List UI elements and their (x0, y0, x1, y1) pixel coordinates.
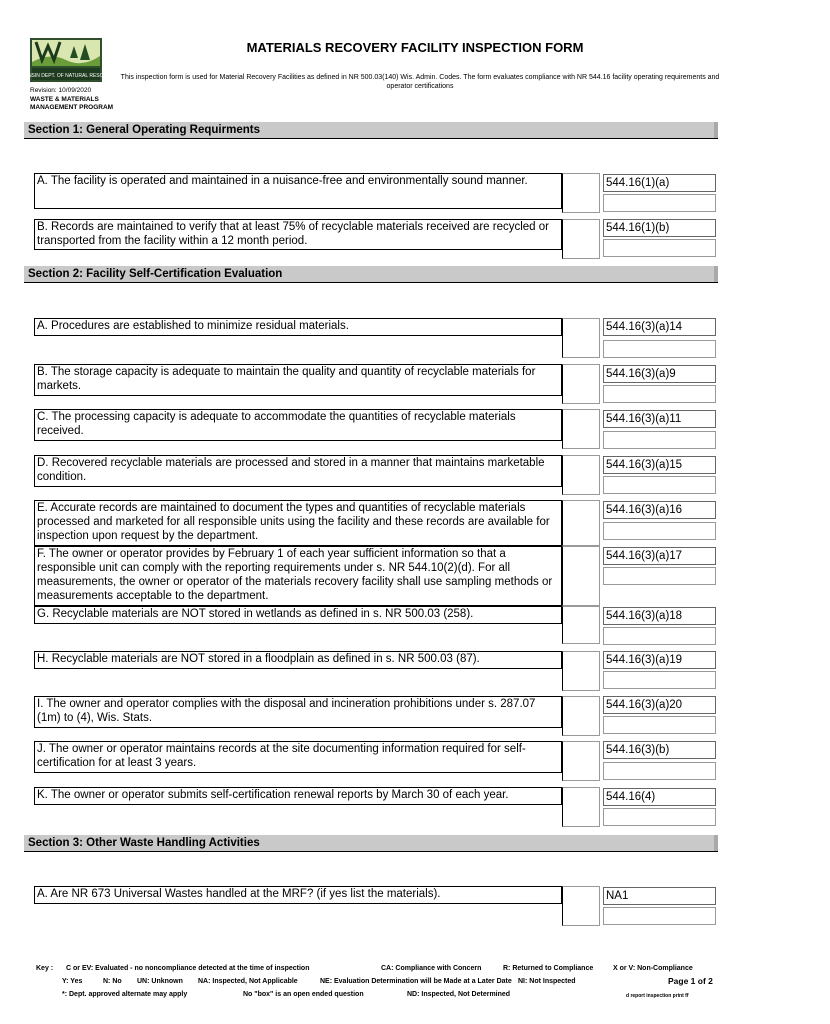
code-field[interactable] (603, 907, 716, 925)
question-text: A. The facility is operated and maintained in a nuisance-free and environmentally sound manner. (34, 173, 562, 209)
form-description: This inspection form is used for Material Recovery Facilities as defined in NR 500.03(140) Wis. Admin. Codes. The form evaluates compliance with NR 544.16 facility operating requirements and operator certifications (120, 74, 720, 90)
compliance-box[interactable] (562, 696, 600, 736)
key-not-applicable: NA: Inspected, Not Applicable (198, 978, 298, 985)
key-unknown: UN: Unknown (137, 978, 183, 985)
code-field[interactable] (603, 476, 716, 494)
code-reference: 544.16(1)(b) (603, 219, 716, 237)
compliance-box[interactable] (562, 546, 600, 606)
code-reference: 544.16(1)(a) (603, 174, 716, 192)
question-text: F. The owner or operator provides by February 1 of each year sufficient information so that a responsible unit can comply with the reporting requirements under s. NR 544.10(2)(d). For all measurements, the owner or operator of the materials recovery facility shall use sampling methods or measurements acceptable to the department. (34, 546, 562, 606)
code-reference: 544.16(3)(a)17 (603, 547, 716, 565)
code-field[interactable] (603, 385, 716, 403)
compliance-box[interactable] (562, 409, 600, 449)
compliance-box[interactable] (562, 606, 600, 644)
compliance-box[interactable] (562, 886, 600, 926)
code-field[interactable] (603, 431, 716, 449)
key-noncompliance: X or V: Non-Compliance (613, 965, 693, 972)
key-returned: R: Returned to Compliance (503, 965, 594, 972)
code-field[interactable] (603, 194, 716, 212)
compliance-box[interactable] (562, 318, 600, 358)
code-reference: 544.16(3)(a)15 (603, 456, 716, 474)
section-3-header: Section 3: Other Waste Handling Activities (24, 835, 718, 851)
compliance-box[interactable] (562, 651, 600, 691)
question-text: B. The storage capacity is adequate to maintain the quality and quantity of recyclable materials for markets. (34, 364, 562, 396)
question-text: B. Records are maintained to verify that at least 75% of recyclable materials received are recycled or transported from the facility within a 12 month period. (34, 219, 562, 250)
section-1-header: Section 1: General Operating Requirments (24, 122, 718, 138)
code-field[interactable] (603, 567, 716, 585)
code-reference: 544.16(3)(a)11 (603, 410, 716, 428)
code-reference: 544.16(3)(a)14 (603, 318, 716, 336)
key-open-ended: No "box" is an open ended question (243, 991, 364, 998)
page-title: MATERIALS RECOVERY FACILITY INSPECTION FORM (246, 40, 584, 55)
print-note: d report inspection print ff (626, 993, 689, 999)
code-field[interactable] (603, 808, 716, 826)
compliance-box[interactable] (562, 364, 600, 404)
logo-text: WISCONSIN DEPT. OF NATURAL RESOURCES (10, 73, 122, 79)
key-evaluated: C or EV: Evaluated - no noncompliance detected at the time of inspection (66, 965, 310, 972)
code-reference: 544.16(3)(a)18 (603, 607, 716, 625)
question-text: E. Accurate records are maintained to document the types and quantities of recyclable materials processed and marketed for all responsible units using the facility and these records are available for inspection upon request by the department. (34, 500, 562, 546)
code-field[interactable] (603, 340, 716, 358)
section-divider (24, 282, 718, 283)
question-text: H. Recyclable materials are NOT stored in a floodplain as defined in s. NR 500.03 (87). (34, 651, 562, 669)
code-field[interactable] (603, 716, 716, 734)
code-reference: 544.16(3)(a)16 (603, 501, 716, 519)
question-text: A. Procedures are established to minimize residual materials. (34, 318, 562, 336)
section-divider (24, 138, 718, 139)
compliance-box[interactable] (562, 500, 600, 546)
revision-date: Revision: 10/09/2020 (30, 87, 92, 94)
key-label: Key : (36, 965, 54, 972)
code-field[interactable] (603, 671, 716, 689)
key-alternate: *: Dept. approved alternate may apply (62, 991, 188, 998)
page-number: Page 1 of 2 (668, 976, 713, 986)
compliance-box[interactable] (562, 173, 600, 213)
question-text: A. Are NR 673 Universal Wastes handled at the MRF? (if yes list the materials). (34, 886, 562, 904)
section-divider (24, 851, 718, 852)
code-reference: 544.16(3)(a)9 (603, 365, 716, 383)
key-compliance-concern: CA: Compliance with Concern (381, 965, 482, 972)
code-reference: NA1 (603, 887, 716, 905)
code-reference: 544.16(3)(a)19 (603, 651, 716, 669)
question-text: G. Recyclable materials are NOT stored in wetlands as defined in s. NR 500.03 (258). (34, 606, 562, 624)
key-not-inspected: NI: Not Inspected (518, 978, 576, 985)
code-field[interactable] (603, 627, 716, 645)
question-text: J. The owner or operator maintains records at the site documenting information required for self-certification for at least 3 years. (34, 741, 562, 773)
section-2-header: Section 2: Facility Self-Certification Evaluation (24, 266, 718, 282)
program-name: WASTE & MATERIALS MANAGEMENT PROGRAM (30, 96, 114, 111)
compliance-box[interactable] (562, 741, 600, 781)
code-field[interactable] (603, 522, 716, 540)
code-reference: 544.16(3)(b) (603, 741, 716, 759)
question-text: K. The owner or operator submits self-certification renewal reports by March 30 of each year. (34, 787, 562, 805)
question-text: C. The processing capacity is adequate to accommodate the quantities of recyclable materials received. (34, 409, 562, 441)
key-yes: Y: Yes (62, 978, 83, 985)
compliance-box[interactable] (562, 787, 600, 827)
code-field[interactable] (603, 239, 716, 257)
key-later-date: NE: Evaluation Determination will be Made at a Later Date (320, 978, 512, 985)
code-reference: 544.16(3)(a)20 (603, 696, 716, 714)
code-field[interactable] (603, 762, 716, 780)
question-text: D. Recovered recyclable materials are processed and stored in a manner that maintains marketable condition. (34, 455, 562, 487)
code-reference: 544.16(4) (603, 788, 716, 806)
compliance-box[interactable] (562, 455, 600, 495)
key-not-determined: ND: Inspected, Not Determined (407, 991, 511, 998)
compliance-box[interactable] (562, 219, 600, 259)
question-text: I. The owner and operator complies with the disposal and incineration prohibitions under s. 287.07 (1m) to (4), Wis. Stats. (34, 696, 562, 728)
key-no: N: No (103, 978, 122, 985)
